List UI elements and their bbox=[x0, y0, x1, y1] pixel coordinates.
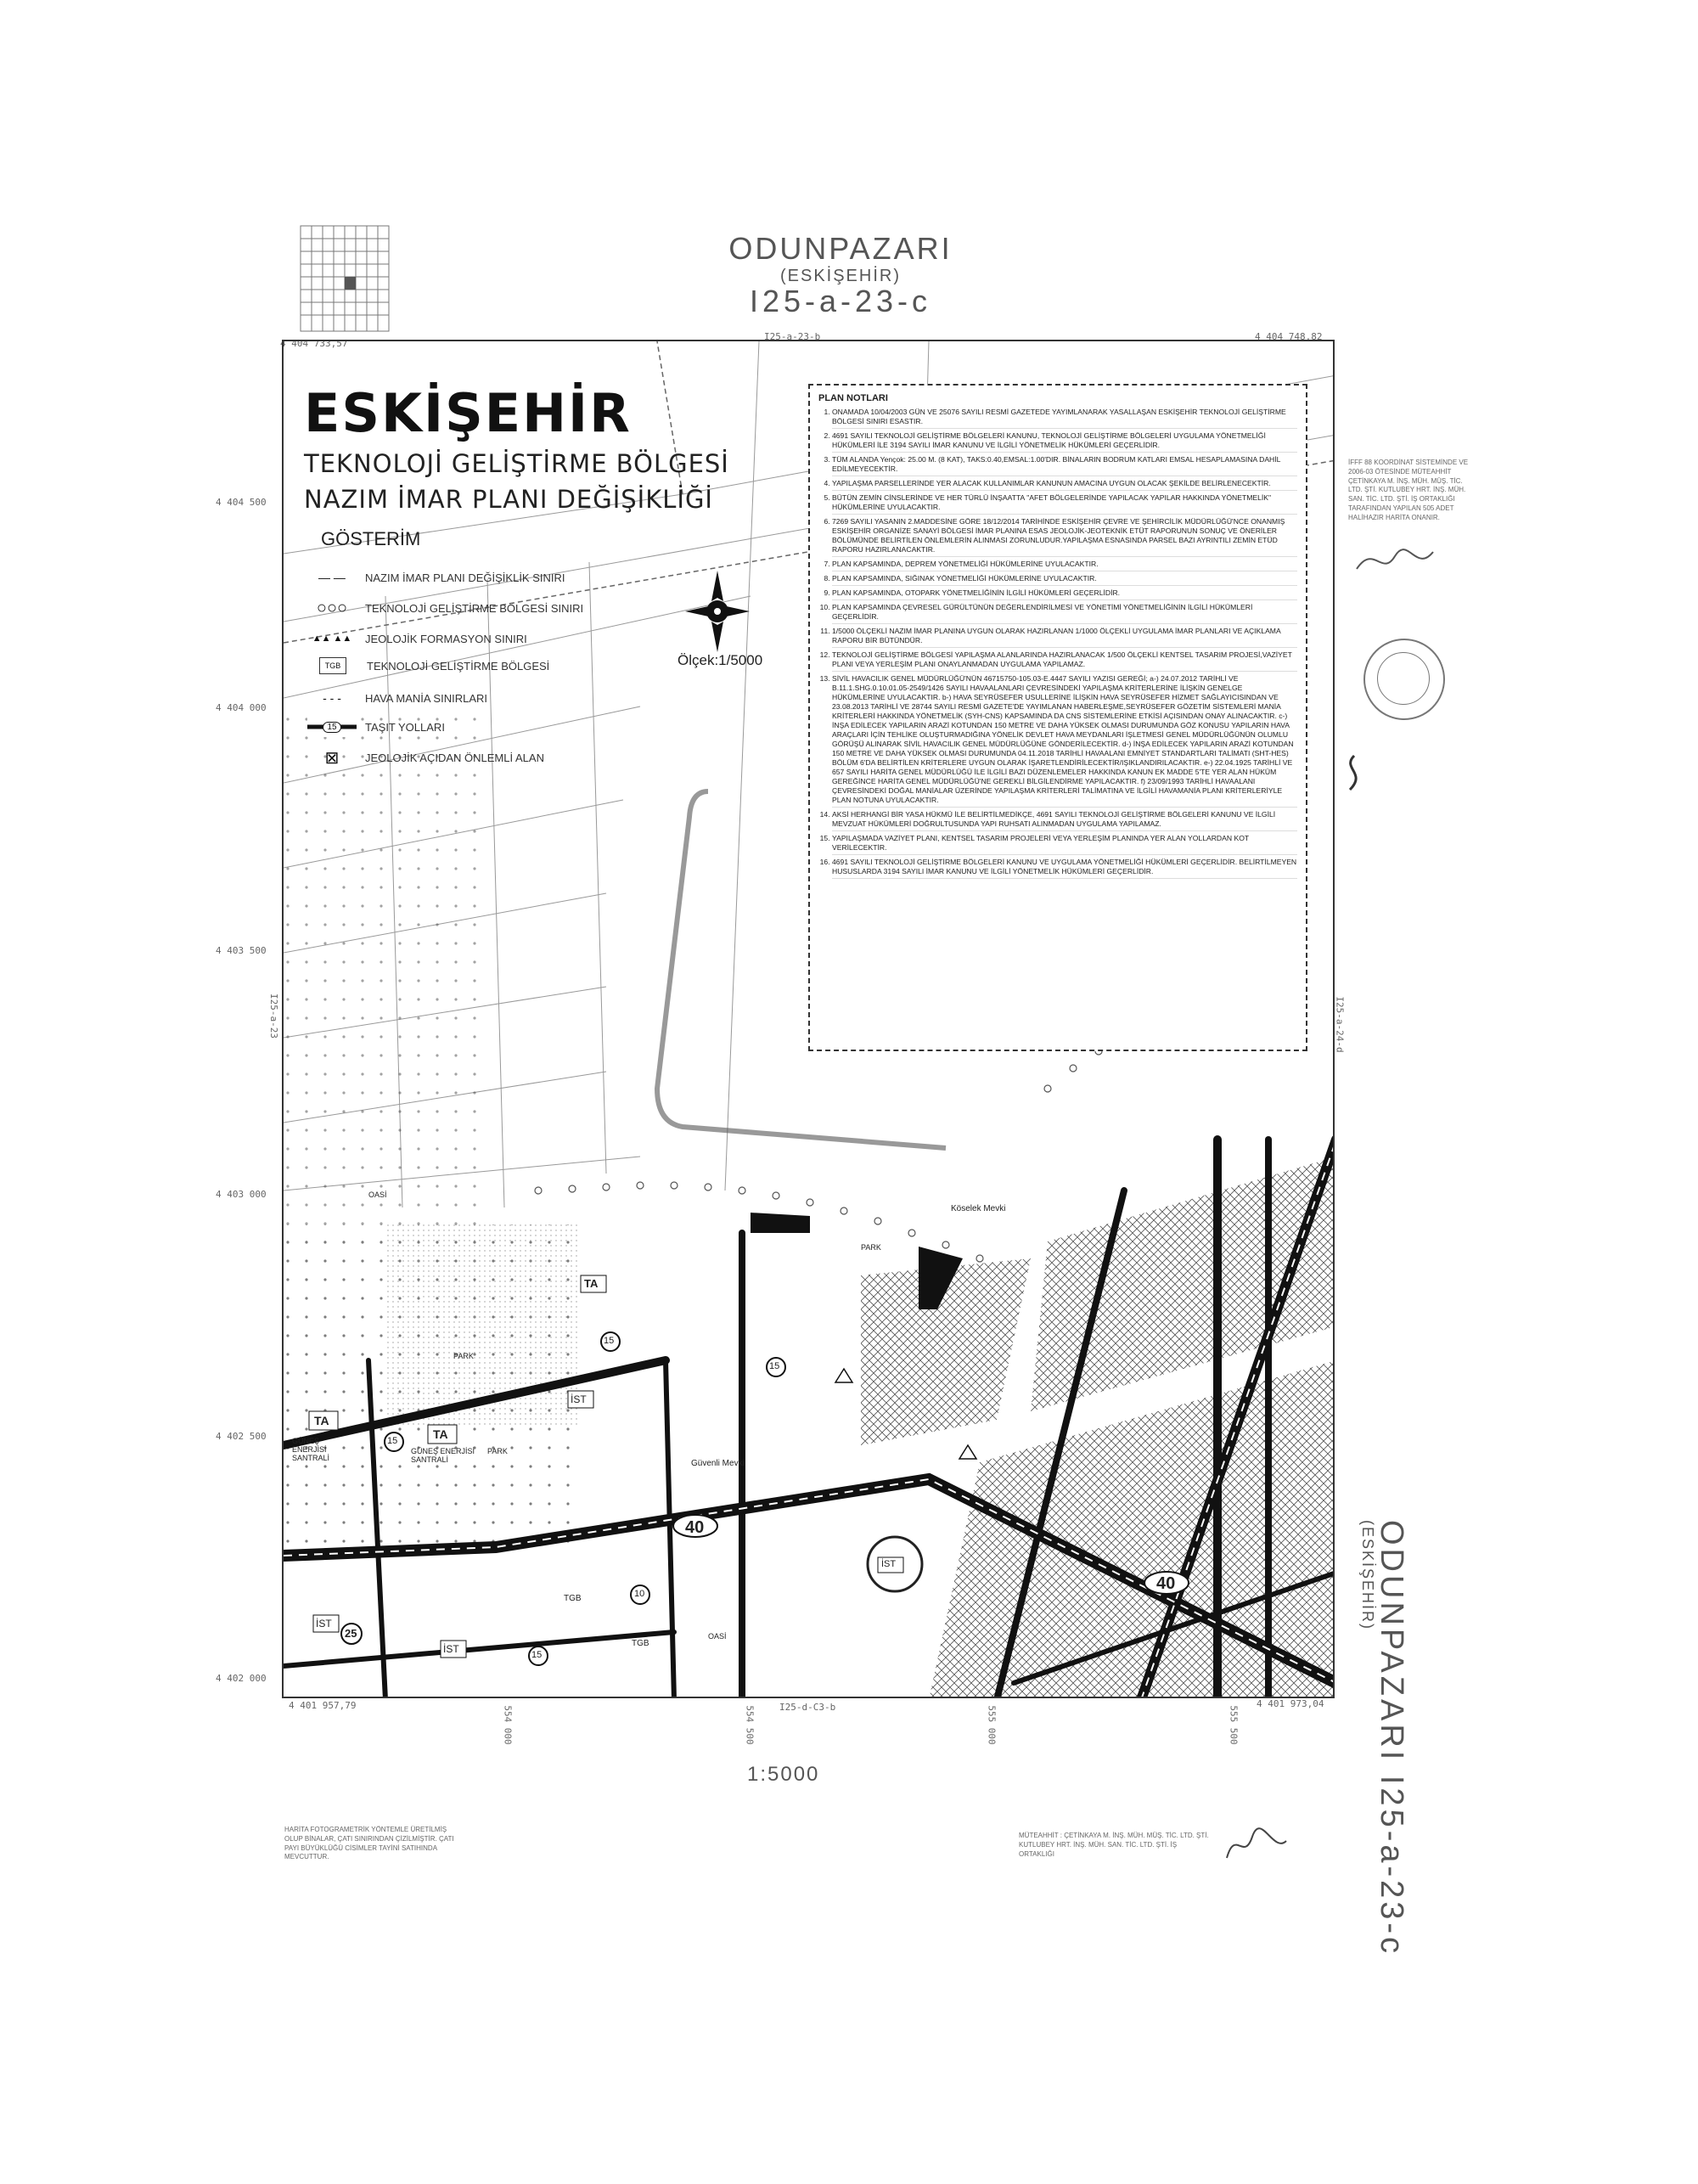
plan-note: 5. BÜTÜN ZEMİN CİNSLERİNDE VE HER TÜRLÜ İNŞAATTA "AFET BÖLGELERİNDE YAPILACAK YAPILAR HAKKINDA YÖNETMELİK" HÜKÜMLERİNE UYULACAKTIR. bbox=[832, 493, 1297, 515]
zone-label-ist: İST bbox=[443, 1643, 459, 1655]
plan-note: 8. PLAN KAPSAMINDA, SIĞINAK YÖNETMELİĞİ HÜKÜMLERİNE UYULACAKTIR. bbox=[832, 574, 1297, 586]
header-district: ODUNPAZARI bbox=[728, 231, 953, 266]
road-label-25: 25 bbox=[345, 1627, 357, 1640]
sheet-index-grid bbox=[299, 224, 392, 335]
plan-note: 11. 1/5000 ÖLÇEKLİ NAZIM İMAR PLANINA UYGUN OLARAK HAZIRLANAN 1/1000 ÖLÇEKLİ UYGULAMA İMAR PLANLARI VE AÇIKLAMA RAPORU BİR BÜTÜNDÜR. bbox=[832, 627, 1297, 648]
plan-note: 14. AKSİ HERHANGİ BİR YASA HÜKMÜ İLE BELİRTİLMEDİKÇE, 4691 SAYILI TEKNOLOJİ GELİŞTİRME BÖLGELERİ KANUNU VE İLGİLİ MEVZUAT HÜKÜMLERİ DOĞRULTUSUNDA YAPI RUHSATI ALINMADAN UYGULAMA YAPILAMAZ. bbox=[832, 810, 1297, 831]
legend-item-label: NAZIM İMAR PLANI DEĞİŞİKLİK SINIRI bbox=[365, 571, 565, 584]
edge-label-left: I25-a-23 bbox=[267, 993, 279, 1039]
legend-item bbox=[307, 628, 527, 649]
plan-note: 9. PLAN KAPSAMINDA, OTOPARK YÖNETMELİĞİNİN İLGİLİ HÜKÜMLERİ GEÇERLİDİR. bbox=[832, 588, 1297, 600]
coord-left-tick: 4 404 000 bbox=[216, 702, 267, 713]
road-label-15: 15 bbox=[769, 1361, 780, 1371]
plan-note: 12. TEKNOLOJİ GELİŞTİRME BÖLGESİ YAPILAŞMA ALANLARINDA HAZIRLANACAK 1/500 ÖLÇEKLİ KENTSEL TASARIM PROJESİ,VAZİYET PLANI VEYA YERLEŞİM PLANI ONAYLANMADAN UYGULAMA YAPILAMAZ. bbox=[832, 650, 1297, 672]
signature-icon bbox=[1337, 751, 1371, 794]
edge-label-right: I25-a-24-d bbox=[1334, 996, 1346, 1053]
legend-item-label: TAŞIT YOLLARI bbox=[365, 720, 445, 734]
road-label-15: 15 bbox=[387, 1436, 398, 1446]
title-line2: NAZIM İMAR PLANI DEĞİŞİKLİĞİ bbox=[304, 485, 713, 514]
zone-label-solar: GÜNEŞ ENERJİSİ SANTRALİ bbox=[411, 1447, 475, 1464]
zone-label-ist: İST bbox=[881, 1559, 897, 1569]
plan-note: 10. PLAN KAPSAMINDA ÇEVRESEL GÜRÜLTÜNÜN DEĞERLENDİRİLMESİ VE YÖNETİMİ YÖNETMELİĞİNİN İLGİLİ HÜKÜMLERİ GEÇERLİDİR. bbox=[832, 603, 1297, 624]
coord-bottom-tick: 555 500 bbox=[1228, 1705, 1240, 1745]
zone-label-oasi: OASİ bbox=[368, 1191, 387, 1199]
side-header-province: (ESKİŞEHİR) bbox=[1359, 1520, 1376, 1631]
coord-top-left: 4 404 733,57 bbox=[280, 338, 348, 349]
scale-bottom: 1:5000 bbox=[747, 1763, 820, 1786]
zone-label-tgb: TGB bbox=[564, 1594, 582, 1603]
coord-bottom-tick: 554 000 bbox=[502, 1705, 514, 1745]
zone-label-ta: TA bbox=[314, 1414, 329, 1427]
hatched-area-icon: ⊠ bbox=[324, 748, 340, 768]
legend-item-label: JEOLOJİK FORMASYON SINIRI bbox=[365, 632, 527, 645]
place-label: Köselek Mevki bbox=[951, 1204, 1006, 1213]
coord-bottom-right: 4 401 973,04 bbox=[1257, 1698, 1324, 1709]
coord-left-tick: 4 404 500 bbox=[216, 497, 267, 508]
road-label-15: 15 bbox=[531, 1650, 543, 1660]
zone-label-ta: TA bbox=[584, 1277, 599, 1290]
zone-label-park: PARK bbox=[861, 1243, 881, 1252]
plan-note: 3. TÜM ALANDA Yençok: 25.00 M. (8 KAT), TAKS:0.40,EMSAL:1.00'DIR. BİNALARIN BODRUM KATLARI EMSAL HESAPLAMASINA DAHİL EDİLMEYECEKTİR. bbox=[832, 455, 1297, 476]
legend-item bbox=[307, 688, 487, 708]
road-icon bbox=[307, 717, 357, 737]
side-note-right: İFFF 88 KOORDİNAT SİSTEMİNDE VE 2006-03 ÖTESİNDE MÜTEAHHİT ÇETİNKAYA M. İNŞ. MÜH. MÜŞ. TİC. LTD. ŞTİ. KUTLUBEY HRT. İNŞ. MÜH. SAN. TİC. LTD. ŞTİ. İŞ ORTAKLIĞI TARAFINDAN YAPILAN 505 ADET HALİHAZIR HARİTA ONANIR. bbox=[1348, 459, 1469, 521]
zone-label-tgb: TGB bbox=[632, 1639, 649, 1648]
coord-bottom-left: 4 401 957,79 bbox=[289, 1700, 357, 1711]
legend-item bbox=[307, 657, 549, 674]
legend-item bbox=[307, 598, 583, 618]
edge-label-bottom: I25-d-C3-b bbox=[779, 1702, 836, 1713]
header-sheet: I25-a-23-c bbox=[749, 284, 932, 318]
official-seal-icon bbox=[1363, 639, 1445, 720]
zone-label-oasi: OASİ bbox=[708, 1632, 727, 1641]
plan-note: 16. 4691 SAYILI TEKNOLOJİ GELİŞTİRME BÖLGELERİ KANUNU VE UYGULAMA YÖNETMELİĞİ HÜKÜMLERİ GEÇERLİDİR. BELİRTİLMEYEN HUSUSLARDA 3194 SAYILI İMAR KANUNU VE İLGİLİ YÖNETMELİK HÜKÜMLERİ GEÇERLİDİR. bbox=[832, 858, 1297, 879]
coord-left-tick: 4 403 000 bbox=[216, 1189, 267, 1200]
road-label-15: 15 bbox=[604, 1336, 615, 1346]
side-header bbox=[1358, 1520, 1409, 1962]
dashed-line-icon: - - - bbox=[323, 691, 341, 705]
north-arrow-icon bbox=[683, 569, 751, 654]
title-line1: TEKNOLOJİ GELİŞTİRME BÖLGESİ bbox=[304, 449, 729, 478]
plan-note: 4. YAPILAŞMA PARSELLERİNDE YER ALACAK KULLANIMLAR KANUNUN AMACINA UYGUN OLACAK ŞEKİLDE BELİRLENECEKTİR. bbox=[832, 479, 1297, 491]
legend-item bbox=[307, 567, 565, 588]
legend-item-label: TEKNOLOJİ GELİŞTİRME BÖLGESİ bbox=[367, 659, 550, 673]
signature-icon bbox=[1223, 1824, 1290, 1866]
legend-item-label: TEKNOLOJİ GELİŞTİRME BÖLGESİ SINIRI bbox=[365, 601, 584, 615]
plan-title bbox=[304, 382, 729, 514]
place-label: Güvenli Mevki bbox=[691, 1459, 745, 1468]
coord-bottom-tick: 555 000 bbox=[986, 1705, 998, 1745]
boundary-line-icon: — — bbox=[318, 571, 346, 584]
circles-line-icon: ○○○ bbox=[316, 598, 348, 617]
zone-label-ist: İST bbox=[316, 1618, 332, 1630]
signature-icon bbox=[1348, 535, 1450, 586]
edge-label-top: I25-a-23-b bbox=[764, 331, 821, 342]
zone-label-park: PARK bbox=[487, 1447, 508, 1455]
plan-note: 1. ONAMADA 10/04/2003 GÜN VE 25076 SAYILI RESMİ GAZETEDE YAYIMLANARAK YASALLAŞAN ESKİŞEHİR TEKNOLOJİ GELİŞTİRME BÖLGESİ SINIRI ESASTIR. bbox=[832, 408, 1297, 429]
side-header-text: ODUNPAZARI I25-a-23-c bbox=[1374, 1520, 1409, 1957]
footer-right-note: MÜTEAHHİT : ÇETİNKAYA M. İNŞ. MÜH. MÜŞ. TİC. LTD. ŞTİ. KUTLUBEY HRT. İNŞ. MÜH. SAN. TİC. LTD. ŞTİ. İŞ ORTAKLIĞI bbox=[1019, 1832, 1209, 1858]
zone-label-solar: GÜNEŞ ENERJİSİ SANTRALİ bbox=[292, 1437, 330, 1462]
plan-note: 7. PLAN KAPSAMINDA, DEPREM YÖNETMELİĞİ HÜKÜMLERİNE UYULACAKTIR. bbox=[832, 560, 1297, 571]
road-label-10: 10 bbox=[634, 1589, 645, 1599]
coord-top-right: 4 404 748,82 bbox=[1255, 331, 1323, 342]
zone-label-park: PARK bbox=[453, 1352, 474, 1360]
legend-heading: GÖSTERİM bbox=[321, 528, 421, 549]
plan-note: 6. 7269 SAYILI YASANIN 2.MADDESİNE GÖRE 18/12/2014 TARİHİNDE ESKİŞEHİR ÇEVRE VE ŞEHİRCİLİK MÜDÜRLÜĞÜ'NCE ONANMIŞ ESKİŞEHİR ORGANİZE SANAYİ BÖLGESİ İMAR PLANINA ESAS JEOLOJİK-JEOTEKNİK ETÜT RAPORUNUN SONUÇ VE ÖNERİLER BÖLÜMÜNDE BELİRTİLEN ÖNLEMLERİN ALINMASI ZORUNLUDUR.YAPILAŞMA ESNASINDA PARSEL BAZI AYRINTILI ZEMİN ETÜD RAPORU HAZIRLANACAKTIR. bbox=[832, 517, 1297, 557]
coord-bottom-tick: 554 500 bbox=[744, 1705, 756, 1745]
scale-label: Ölçek:1/5000 bbox=[678, 652, 763, 668]
legend-item bbox=[307, 717, 445, 737]
coord-left-tick: 4 403 500 bbox=[216, 945, 267, 956]
road-number-label: 15 bbox=[323, 722, 340, 733]
plan-note: 13. SİVİL HAVACILIK GENEL MÜDÜRLÜĞÜ'NÜN 46715750-105.03-E.4447 SAYILI YAZISI GEREĞİ; a-) 24.07.2012 TARİHLİ VE B.11.1.SHG.0.10.01.05-2549/1426 SAYILI HAVAALANLARI ÇEVRESİNDEKİ YAPILAŞMA KRİTERLERİNE İLİŞKİN GENELGE HÜKÜMLERİNE UYULACAKTIR. b-) HAVA SEYRÜSEFER USULLERİNE İLİŞKİN HAVA SEYRÜSEFER HİZMET SAĞLAYICISINDAN VE 23.08.2013 TARİHLİ VE 28744 SAYILI RESMİ GAZETE'DE YAYIMLANAN HABERLEŞME,SEYRÜSEFER GÖZETİM SİSTEMLERİ MANİA KRİTERLERİ HAKKINDA YÖNETMELİK (SYH-CNS) KAPSAMINDA DA CNS SİSTEMLERİNE ETKİSİ AÇISINDAN ONAY ALINACAKTIR. c-) İNŞA EDİLECEK YAPILARIN ARAZİ KOTUNDAN 150 METRE VE DAHA YÜKSEK OLMASI DURUMUNDA GÖZ KONUSU YAPILARIN HAVA ARAÇLARI İÇİN TEHLİKE OLUŞTURMADIĞINA YÖNELİK DEVLET HAVA MEYDANLARI İŞLETMESİ GENEL MÜDÜRLÜĞÜNÜN OLUMLU GÖRÜŞÜ ALINARAK SİVİL HAVACILIK GENEL MÜDÜRLÜĞÜNE GÖNDERİLECEKTİR. d-) İNŞA EDİLECEK YAPILARIN ARAZİ KOTUNDAN 150 METRE VE DAHA YÜKSEK OLMASI DURUMUNDA 04.11.2018 TARİHLİ HAVAALANI EMNİYET STANDARTLARI TALİMATI (SHT-HES) BÖLÜM 6'DA BELİRTİLEN KRİTERLERE UYGUN OLARAK İŞARETLENDİRİLECEKTİR/IŞIKLANDIRILACAKTIR. e-) 22.04.1925 TARİHLİ VE 657 SAYILI HARİTA GENEL MÜDÜRLÜĞÜ İLE İLGİLİ BAZI DÜZENLEMELER HAKKINDA KANUN EK MADDE 5'TE YER ALAN HÜKÜM GEREĞİNCE HARİTA GENEL MÜDÜRLÜĞÜ'NE GEREKLİ BİLGİLENDİRME YAPILACAKTIR. f) 23/09/1993 TARİHLİ HAVAALANI ÇEVRESİNDEKİ DOĞAL MANİALAR ÜZERİNDE YAPILAŞMA KRİTERLERİ TALİMATINA VE İLGİLİ HAVAMANİA PLANI KRİTERLERİYLE PLAN NOTUNA UYULACAKTIR. bbox=[832, 674, 1297, 808]
plan-note: 15. YAPILAŞMADA VAZİYET PLANI, KENTSEL TASARIM PROJELERİ VEYA YERLEŞİM PLANINDA YER ALAN YOLLARDAN KOT VERİLECEKTİR. bbox=[832, 834, 1297, 855]
coord-left-tick: 4 402 000 bbox=[216, 1673, 267, 1684]
legend-item bbox=[307, 747, 544, 768]
title-city: ESKİŞEHİR bbox=[304, 382, 632, 444]
triangle-line-icon: ▲▲ ▲▲ bbox=[312, 633, 352, 644]
plan-notes-heading: PLAN NOTLARI bbox=[818, 393, 888, 403]
coord-left-tick: 4 402 500 bbox=[216, 1431, 267, 1442]
tgb-box-icon: TGB bbox=[319, 657, 346, 674]
road-label-40b: 40 bbox=[1156, 1574, 1176, 1593]
zone-label-ta: TA bbox=[433, 1427, 448, 1441]
legend-item-label: JEOLOJİK AÇIDAN ÖNLEMLİ ALAN bbox=[365, 751, 544, 764]
plan-note: 2. 4691 SAYILI TEKNOLOJİ GELİŞTİRME BÖLGELERİ KANUNU, TEKNOLOJİ GELİŞTİRME BÖLGELERİ UYGULAMA YÖNETMELİĞİ HÜKÜMLERİ İLE 3194 SAYILI İMAR KANUNU VE İLGİLİ YÖNETMELİK HÜKÜMLERİ GEÇERLİDİR. bbox=[832, 431, 1297, 453]
zone-label-ist: İST bbox=[571, 1393, 587, 1405]
legend-item-label: HAVA MANİA SINIRLARI bbox=[365, 691, 488, 705]
header-province: (ESKİŞEHİR) bbox=[779, 267, 902, 285]
footer-left-note: HARİTA FOTOGRAMETRİK YÖNTEMLE ÜRETİLMİŞ OLUP BİNALAR, ÇATI SINIRINDAN ÇİZİLMİŞTİR. ÇATI PAYI BÜYÜKLÜĞÜ CİSİMLER TAYİNİ SATIHINDA MEVCUTTUR. bbox=[284, 1826, 454, 1861]
plan-notes bbox=[808, 384, 1307, 1051]
